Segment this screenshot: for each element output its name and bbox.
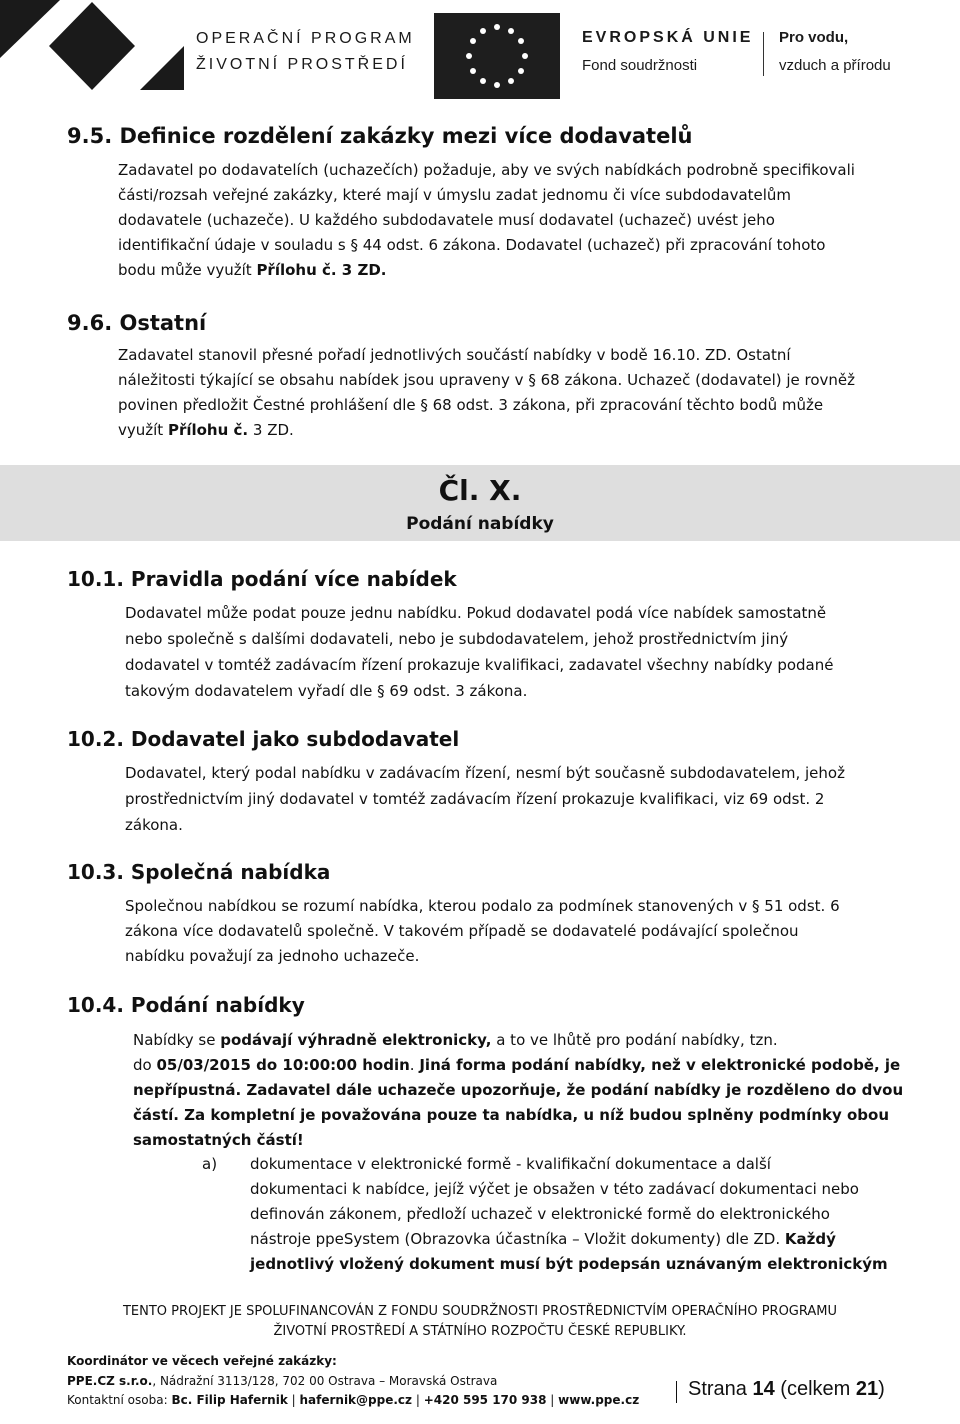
footer-contact [67, 1393, 639, 1407]
heading-10-2: 10.2. Dodavatel jako subdodavatel [67, 727, 460, 751]
contact-email[interactable]: hafernik@ppe.cz [299, 1393, 413, 1407]
page-divider [676, 1381, 677, 1403]
page-label: (celkem [774, 1378, 856, 1400]
para-line: dodavatel v tomtéž zadávacím řízení prokazuje kvalifikaci, zadavatel všechny nabídky podané [125, 656, 834, 674]
footer-funding-line1: TENTO PROJEKT JE SPOLUFINANCOVÁN Z FONDU SOUDRŽNOSTI PROSTŘEDNICTVÍM OPERAČNÍHO PROGRAMU [122, 1304, 838, 1319]
text-span: a to ve lhůtě pro podání nabídky, tzn. [491, 1031, 778, 1049]
company-address: , Nádražní 3113/128, 702 00 Ostrava – Moravská Ostrava [152, 1374, 498, 1388]
para-line: části/rozsah veřejné zakázky, které mají v úmyslu zadat jednomu či více subdodavatelům [118, 186, 792, 204]
list-item-line [250, 1229, 836, 1249]
list-item-line: dokumentace v elektronické formě - kvalifikační dokumentace a další [250, 1155, 771, 1173]
para-line: samostatných částí! [133, 1131, 304, 1149]
op-zp-logo-icon [0, 0, 185, 92]
text-span: . [409, 1056, 420, 1074]
footer-coordinator-label: Koordinátor ve věcech veřejné zakázky: [67, 1354, 337, 1368]
footer-funding-line2: ŽIVOTNÍ PROSTŘEDÍ A STÁTNÍHO ROZPOČTU ČESKÉ REPUBLIKY. [273, 1324, 687, 1339]
para-line: Dodavatel, který podal nabídku v zadávacím řízení, nesmí být současně subdodavatelem, jehož [125, 764, 845, 782]
para-line: nepřípustná. Zadavatel dále uchazeče upozorňuje, že podání nabídky je rozděleno do dvou [133, 1081, 904, 1099]
para-line: nebo společně s dalšími dodavateli, nebo je subdodavatelem, jehož prostřednictvím jiný [125, 630, 789, 648]
emphasis: Jiná forma podání nabídky, než v elektronické podobě, je [419, 1056, 901, 1074]
list-item-line: dokumentaci k nabídce, jejíž výčet je obsažen v této zadávací dokumentaci nebo [250, 1180, 859, 1198]
eu-fund: Fond soudržnosti [582, 57, 698, 74]
footer-company [67, 1374, 497, 1388]
para-line [133, 1055, 900, 1075]
heading-10-4: 10.4. Podání nabídky [67, 993, 305, 1017]
para-line: dodavatele (uchazeče). U každého subdodavatele musí dodavatel (uchazeč) uvést jeho [118, 211, 775, 229]
text-span: 3 ZD. [248, 421, 294, 439]
para-line: identifikační údaje v souladu s § 44 odst. 6 zákona. Dodavatel (uchazeč) při zpracování tohoto [118, 236, 826, 254]
op-title-line1: OPERAČNÍ PROGRAM [196, 30, 415, 47]
deadline: 05/03/2015 do 10:00:00 hodin [156, 1056, 410, 1074]
motto-line1: Pro vodu, [779, 29, 849, 46]
para-line: částí. Za kompletní je považována pouze ta nabídka, u níž budou splněny podmínky obou [133, 1106, 890, 1124]
contact-phone: +420 595 170 938 [423, 1393, 547, 1407]
eu-title: EVROPSKÁ UNIE [582, 29, 754, 46]
para-line: zákona. [125, 816, 183, 834]
separator: | [287, 1393, 300, 1407]
emphasis: Každý [784, 1230, 836, 1248]
emphasis: podávají výhradně elektronicky, [220, 1031, 492, 1049]
text-span: využít [118, 421, 168, 439]
header-divider [763, 32, 764, 76]
heading-9-5: 9.5. Definice rozdělení zakázky mezi více dodavatelů [67, 124, 693, 148]
annex-reference: Přílohu č. [167, 421, 249, 439]
page-label: Strana [688, 1378, 753, 1400]
para-line: takovým dodavatelem vyřadí dle § 69 odst. 3 zákona. [125, 682, 528, 700]
annex-reference: Přílohu č. 3 ZD. [256, 261, 387, 279]
list-item-line: definován zákonem, předloží uchazeč v elektronické formě do elektronického [250, 1205, 830, 1223]
company-name: PPE.CZ s.r.o. [67, 1374, 153, 1388]
separator: | [412, 1393, 424, 1407]
contact-name: Bc. Filip Hafernik [171, 1393, 288, 1407]
text-span: Nabídky se [133, 1031, 221, 1049]
para-line [118, 420, 294, 440]
heading-10-1: 10.1. Pravidla podání více nabídek [67, 567, 457, 591]
page-label: ) [878, 1378, 885, 1400]
article-title: Čl. X. [438, 474, 522, 507]
article-subtitle: Podání nabídky [406, 514, 554, 534]
total-pages: 21 [855, 1378, 879, 1400]
para-line: zákona více dodavatelů společně. V takovém případě se dodavatelé podávající společnou [125, 922, 799, 940]
para-line: Zadavatel stanovil přesné pořadí jednotlivých součástí nabídky v bodě 16.10. ZD. Ostatní [118, 346, 791, 364]
para-line: nabídku považují za jednoho uchazeče. [125, 947, 420, 965]
contact-label: Kontaktní osoba: [67, 1393, 172, 1407]
contact-web-link[interactable]: www.ppe.cz [558, 1393, 640, 1407]
heading-9-6: 9.6. Ostatní [67, 311, 207, 335]
text-span: nástroje ppeSystem (Obrazovka účastníka – Vložit dokumenty) dle ZD. [250, 1230, 785, 1248]
para-line: povinen předložit Čestné prohlášení dle § 68 odst. 3 zákona, při zpracování těchto bodů může [118, 396, 824, 414]
current-page: 14 [752, 1378, 775, 1400]
para-line: náležitosti týkající se obsahu nabídek jsou upraveny v § 68 zákona. Uchazeč (dodavatel) je rovněž [118, 371, 856, 389]
para-line [118, 260, 387, 280]
separator: | [546, 1393, 559, 1407]
para-line: prostřednictvím jiný dodavatel v tomtéž zadávacím řízení prokazuje kvalifikaci, viz 69 odst. 2 [125, 790, 825, 808]
list-marker: a) [202, 1155, 218, 1173]
para-line: Společnou nabídkou se rozumí nabídka, kterou podalo za podmínek stanovených v § 51 odst. 6 [125, 897, 840, 915]
list-item-line: jednotlivý vložený dokument musí být podepsán uznávaným elektronickým [250, 1255, 888, 1273]
text-span: bodu může využít [118, 261, 257, 279]
motto-line2: vzduch a přírodu [779, 57, 891, 74]
heading-10-3: 10.3. Společná nabídka [67, 860, 331, 884]
eu-flag-icon [434, 13, 560, 99]
para-line: Dodavatel může podat pouze jednu nabídku. Pokud dodavatel podá více nabídek samostatně [125, 604, 827, 622]
op-title-line2: ŽIVOTNÍ PROSTŘEDÍ [196, 56, 408, 73]
para-line [133, 1030, 778, 1050]
page-number [688, 1378, 885, 1401]
para-line: Zadavatel po dodavatelích (uchazečích) požaduje, aby ve svých nabídkách podrobně specifikovali [118, 161, 855, 179]
text-span: do [133, 1056, 157, 1074]
